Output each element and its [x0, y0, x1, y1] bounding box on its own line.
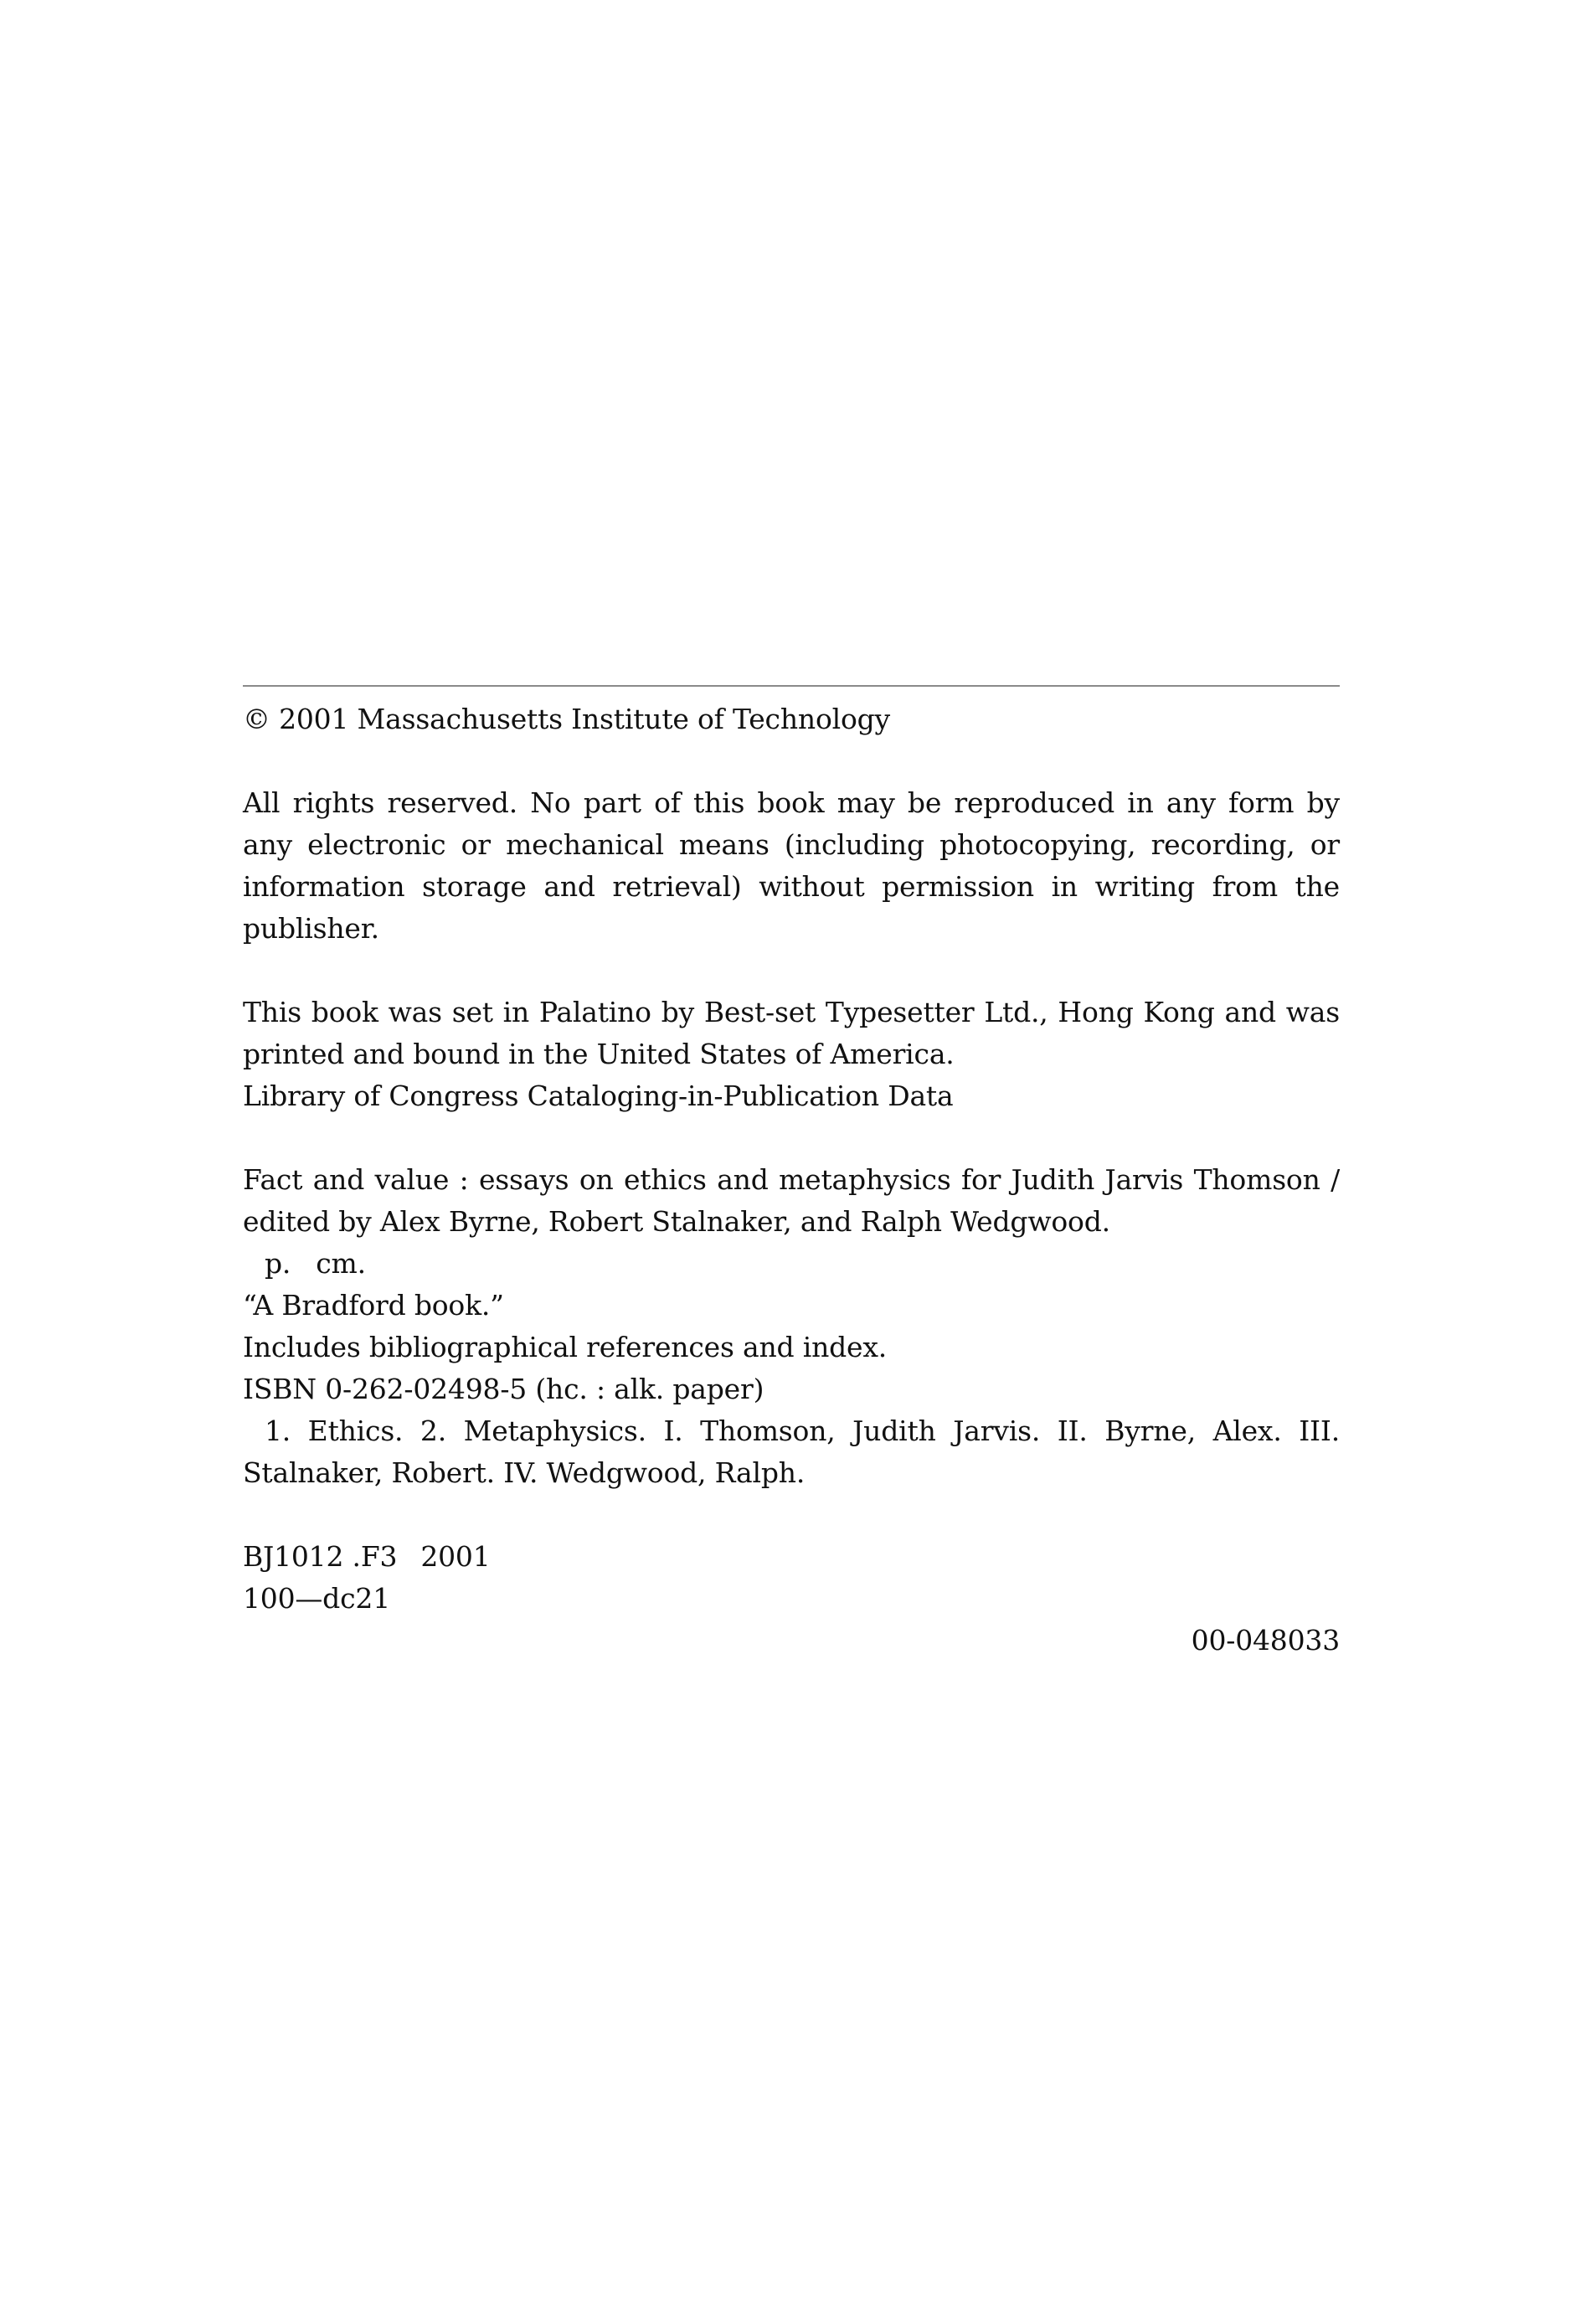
cip-size: cm. [316, 1247, 366, 1280]
cip-series-note: “A Bradford book.” [243, 1289, 504, 1322]
cip-bibliography-note: Includes bibliographical references and index. [243, 1331, 888, 1363]
cip-subjects: 1. Ethics. 2. Metaphysics. I. Thomson, Judith Jarvis. II. Byrne, Alex. III. Stalnaker, Robert. IV. Wedgwood, Ralph. [243, 1414, 1340, 1489]
horizontal-rule [243, 685, 1340, 687]
copyright-notice: © 2001 Massachusetts Institute of Technology [243, 703, 891, 735]
cip-physical-description [243, 1243, 1340, 1285]
cip-lccn: 00-048033 [1191, 1624, 1340, 1657]
cip-lc-class: BJ1012 .F3 [243, 1540, 398, 1573]
copyright-block [243, 685, 1340, 1662]
printing-statement: This book was set in Palatino by Best-set Typesetter Ltd., Hong Kong and was printed and bound in the United States of America. [243, 996, 1340, 1070]
cip-lc-call-number [243, 1536, 1340, 1578]
cip-title-statement: Fact and value : essays on ethics and metaphysics for Judith Jarvis Thomson / edited by Alex Byrne, Robert Stalnaker, and Ralph Wedgwood. [243, 1163, 1340, 1238]
cip-pagination: p. [265, 1247, 291, 1280]
cip-lc-year: 2001 [420, 1540, 491, 1573]
cip-dewey: 100—dc21 [243, 1582, 390, 1615]
cip-heading: Library of Congress Cataloging-in-Publication Data [243, 1080, 954, 1112]
cip-isbn: ISBN 0-262-02498-5 (hc. : alk. paper) [243, 1373, 764, 1405]
rights-statement: All rights reserved. No part of this book may be reproduced in any form by any electronic or mechanical means (including photocopying, recording, or information storage and retrieval) without permission in writing from the publisher. [243, 786, 1340, 945]
